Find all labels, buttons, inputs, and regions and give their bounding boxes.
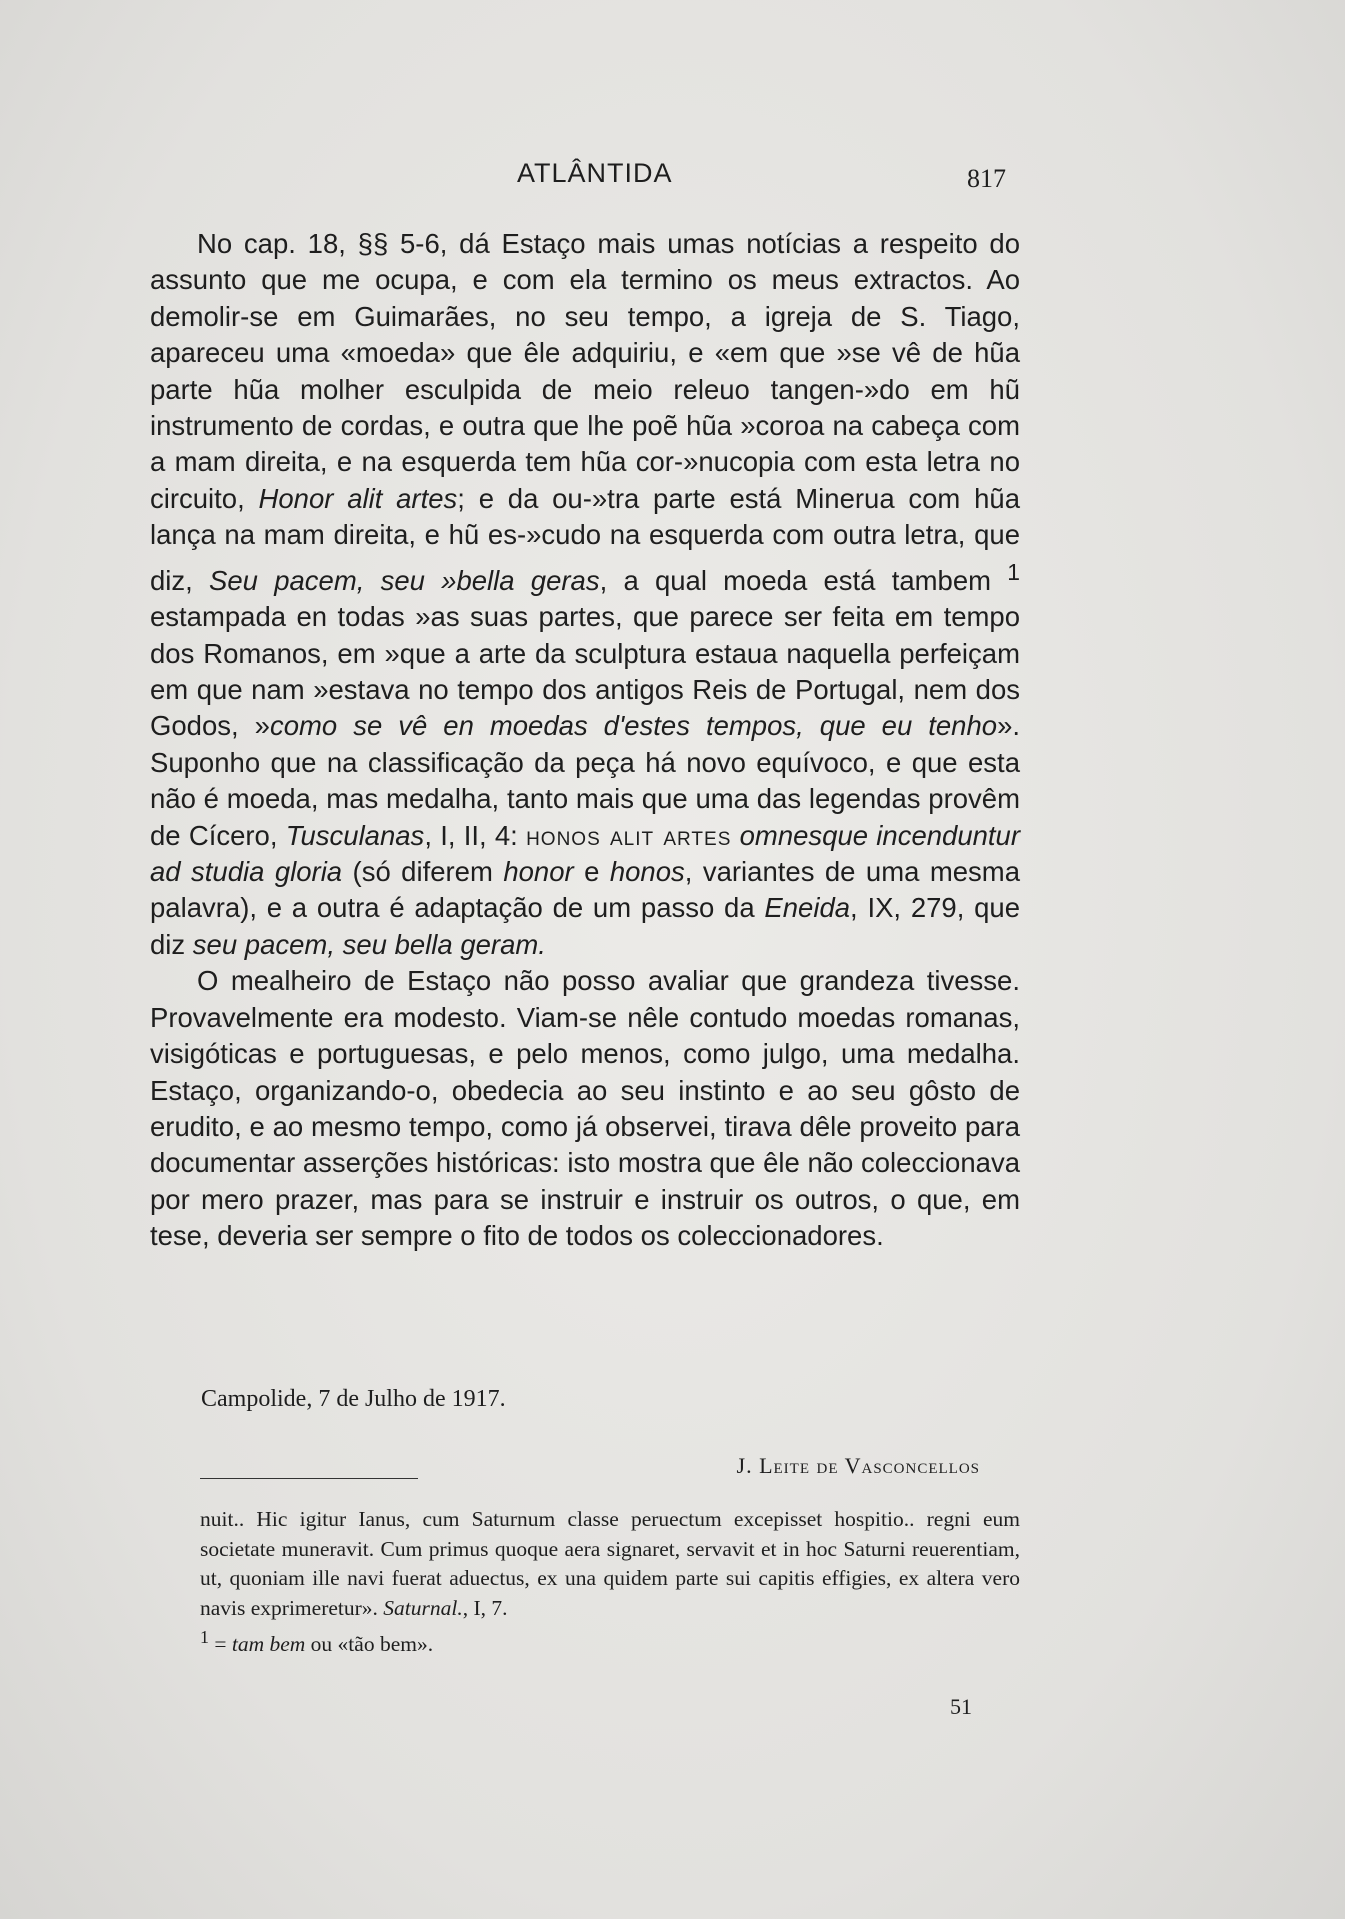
footnote-continuation: nuit.. Hic igitur Ianus, cum Saturnum classe peruectum excepisset hospitio.. regni eum societate muneravit. Cum primus quoque aera signaret, servavit et in hoc Saturni reuerentiam, ut, quoniam ille navi fuerat aduectus, ex una quidem parte sui capitis effigies, ex altera vero navis exprimeretur». Saturnal., I, 7. [200, 1507, 1020, 1620]
footnotes [200, 1505, 1020, 1660]
running-title: ATLÂNTIDA [517, 158, 673, 188]
article-body [150, 226, 1020, 1255]
page-number-top: 817 [967, 164, 1006, 193]
footnote-rule [200, 1478, 418, 1479]
footnote-ref-1: 1 [1007, 558, 1021, 585]
signature-row [150, 1453, 1020, 1487]
dateline: Campolide, 7 de Julho de 1917. [201, 1386, 506, 1412]
author-signature: J. Leite de Vasconcellos [736, 1453, 980, 1478]
footnote-1: $^1$ = tam bem ou «tão bem». [200, 1627, 434, 1657]
paragraph-2: O mealheiro de Estaço não posso avaliar que grandeza tivesse. Provavelmente era modesto. Viam-se nêle contudo moedas romanas, visigóticas e portuguesas, e pelo menos, como julgo, uma medalha. Estaço, organizando-o, obedecia ao seu instinto e ao seu gôsto de erudito, e ao mesmo tempo, como já observei, tirava dêle proveito para documentar asserções históricas: isto mostra que êle não coleccionava por mero prazer, mas para se instruir e instruir os outros, o que, em tese, deveria ser sempre o fito de todos os coleccionadores. [150, 965, 1020, 1252]
page-number-bottom: 51 [950, 1694, 972, 1719]
footnote-number: 1 [200, 1627, 209, 1647]
paragraph-1: No cap. 18, §§ 5-6, dá Estaço mais umas notícias a respeito do assunto que me ocupa, e com ela termino os meus extractos. Ao demolir-se em Guimarães, no seu tempo, a igreja de S. Tiago, apareceu uma «moeda» que êle adquiriu, e «em que »se vê de hũa parte hũa molher esculpida de meio releuo tangen-»do em hũ instrumento de cordas, e outra que lhe poẽ hũa »coroa na cabeça com a mam direita, e na esquerda tem hũa cor-»nucopia com esta letra no circuito, Honor alit artes; e da ou-»tra parte está Minerua com hũa lança na mam direita, e hũ es-»cudo na esquerda com outra letra, que diz, Seu pacem, seu »bella geras, a qual moeda está tambem $^1$ estampada en todas »as suas partes, que parece ser feita em tempo dos Romanos, em »que a arte da sculptura estaua naquella perfeiçam em que nam »estava no tempo dos antigos Reis de Portugal, nem dos Godos, »como se vê en moedas d'estes tempos, que eu tenho». Suponho que na classificação da peça há novo equívoco, e que esta não é moeda, mas medalha, tanto mais que uma das legendas provêm de Cícero, Tusculanas, I, II, 4: honos alit artes omnesque incenduntur ad studia gloria (só diferem honor e honos, variantes de uma mesma palavra), e a outra é adaptação de um passo da Eneida, IX, 279, que diz seu pacem, seu bella geram. [150, 228, 1021, 960]
signature-block [150, 1386, 1020, 1487]
page-header [150, 158, 1020, 198]
